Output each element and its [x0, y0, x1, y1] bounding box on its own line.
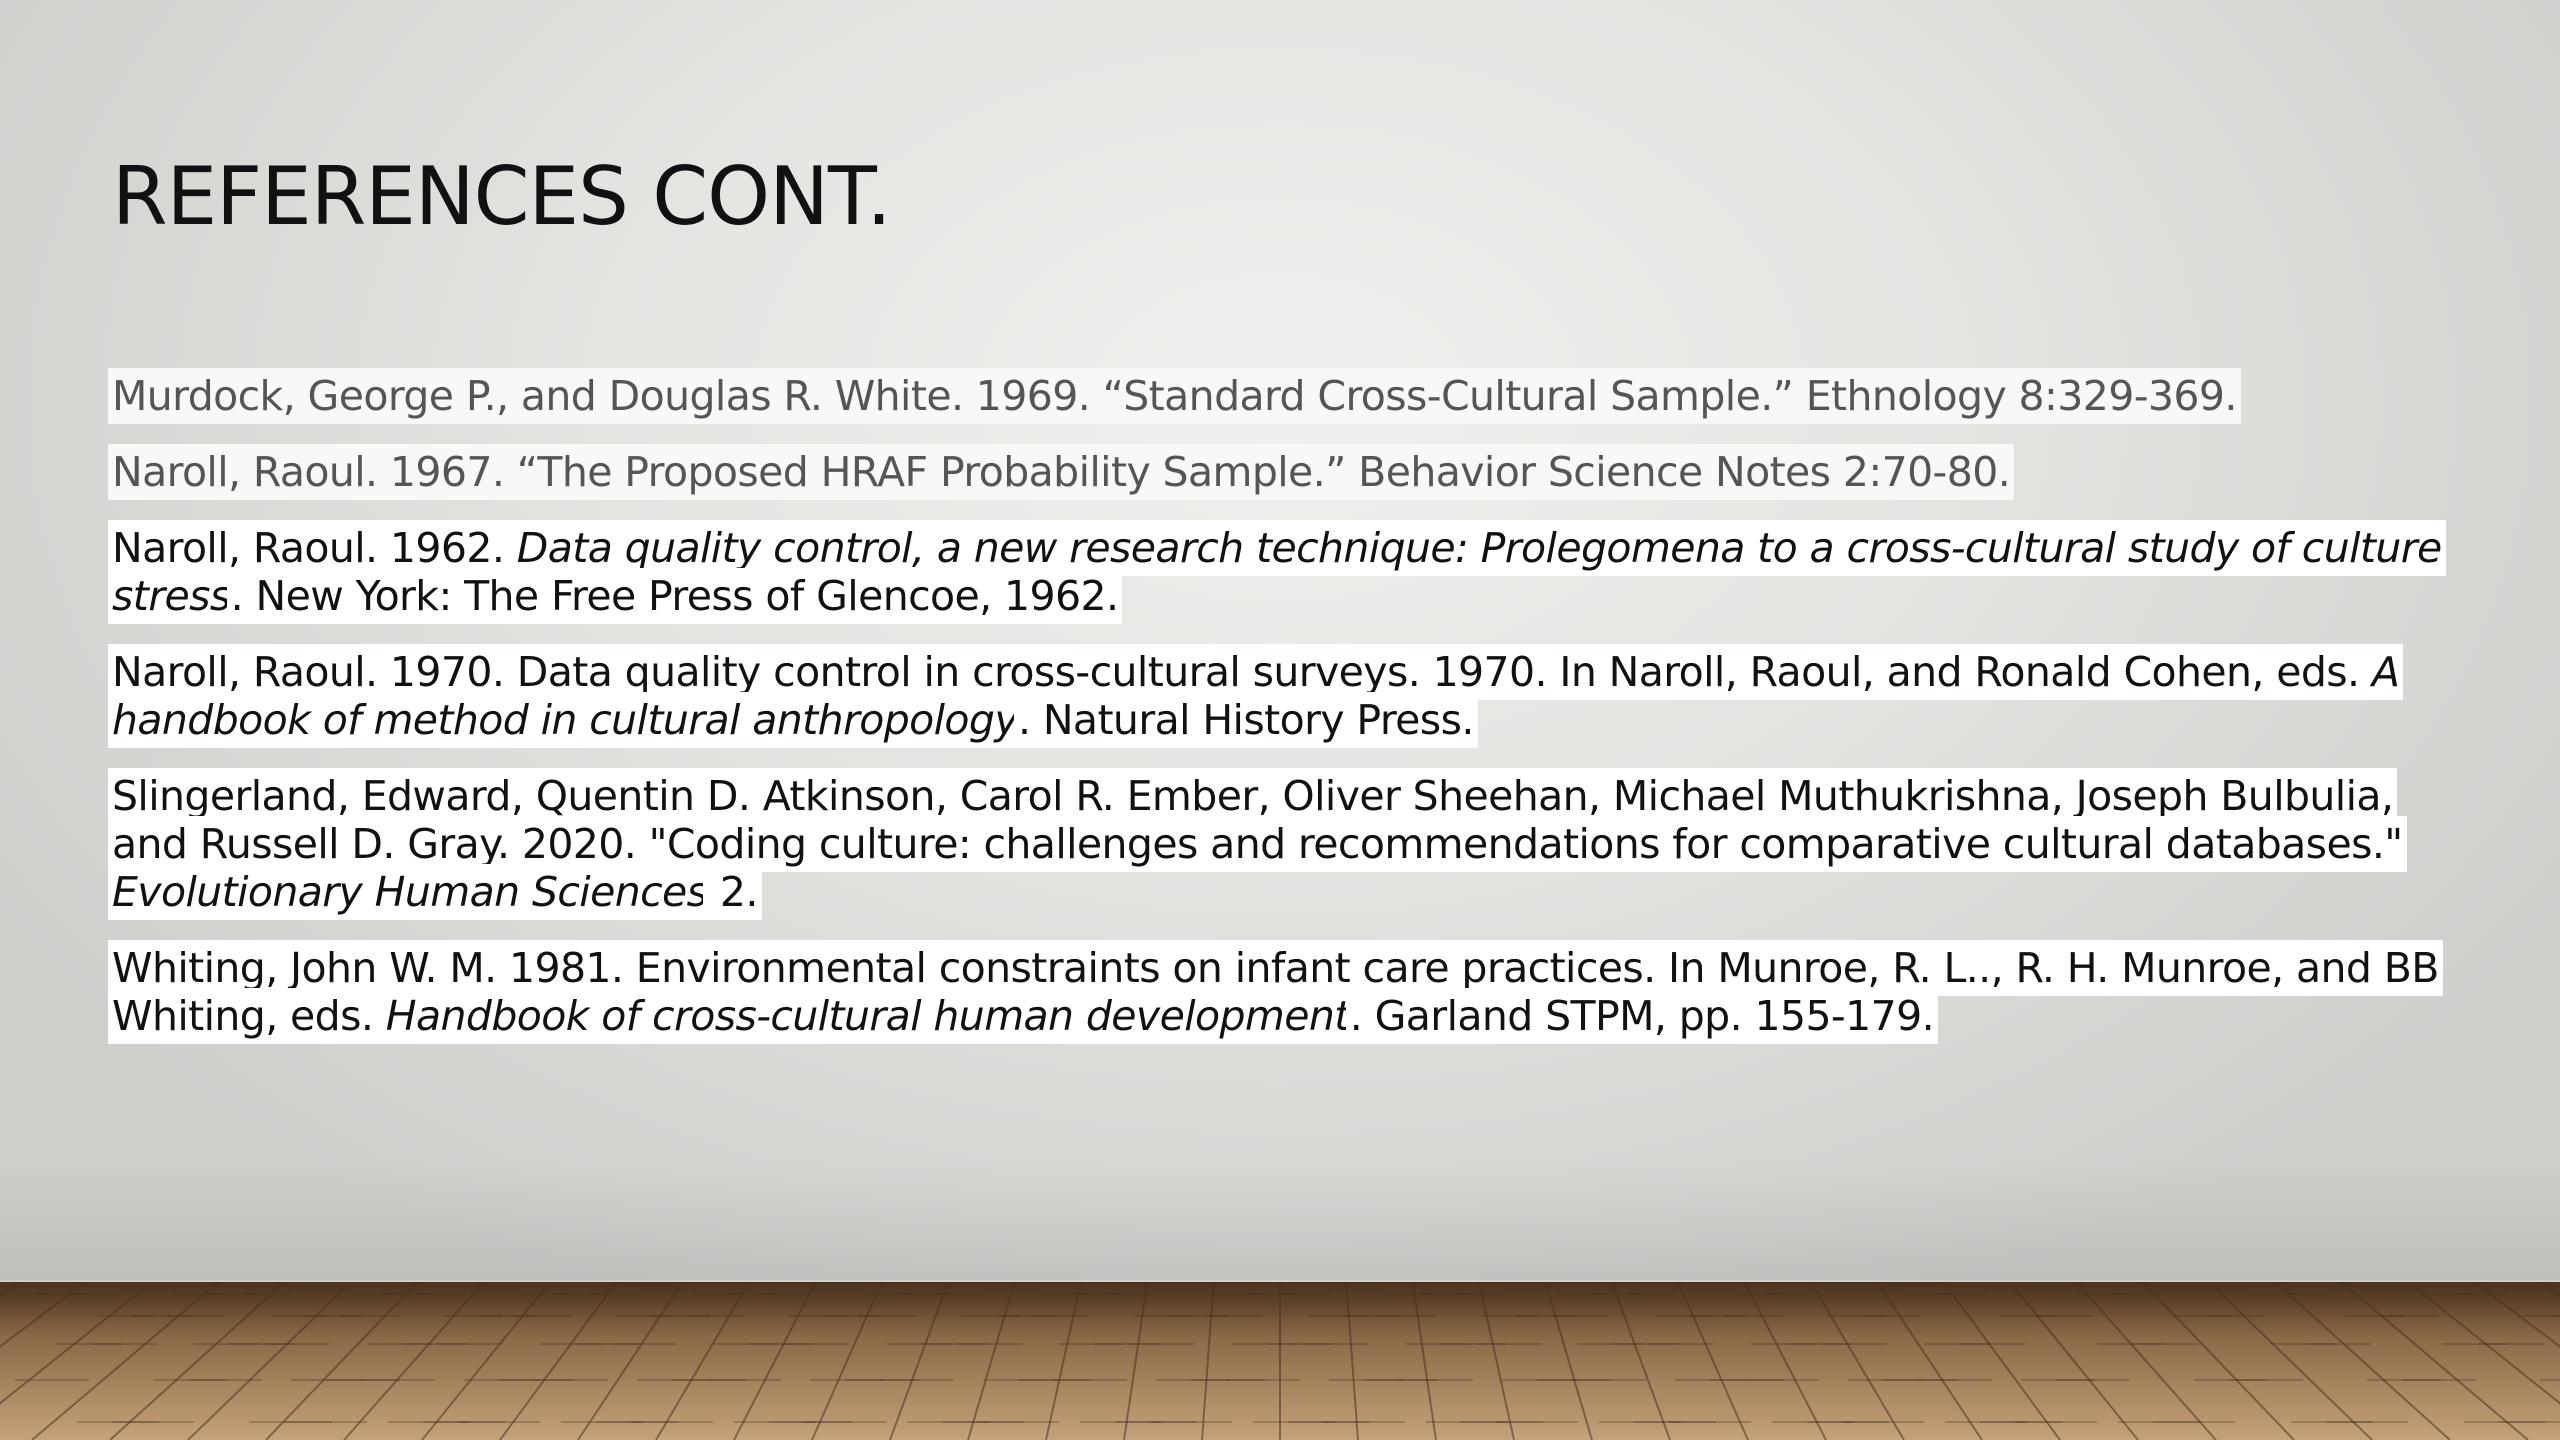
reference-item [112, 648, 2462, 744]
reference-text: Naroll, Raoul. 1962. [112, 524, 517, 572]
reference-text: Murdock, George P., and Douglas R. White. 1969. “Standard Cross-Cultural Sample.” Ethnology 8:329-369. [112, 372, 2237, 420]
floor-planks [0, 1282, 2560, 1440]
reference-text: . Garland STPM, pp. 155-179. [1349, 992, 1935, 1040]
reference-item [112, 944, 2462, 1040]
reference-text: Naroll, Raoul. 1970. Data quality control in cross-cultural surveys. 1970. In Naroll, Raoul, and Ronald Cohen, eds. [112, 648, 2372, 696]
reference-title-italic: Handbook of cross-cultural human development [385, 992, 1350, 1040]
wall-shadow [0, 1160, 2560, 1280]
reference-title-italic: Evolutionary Human Sciences [112, 868, 708, 916]
floor-shadow [0, 1282, 2560, 1440]
reference-item [112, 524, 2462, 620]
references-list [112, 372, 2462, 1068]
reference-title-italic: A handbook of method in cultural anthropology [112, 648, 2400, 744]
reference-text: . Natural History Press. [1018, 696, 1474, 744]
reference-text: 2. [707, 868, 758, 916]
reference-item [112, 448, 2462, 496]
reference-item [112, 372, 2462, 420]
reference-item [112, 772, 2462, 916]
reference-text: Whiting, John W. M. 1981. Environmental constraints on infant care practices. In Munroe, R. L.., R. H. Munroe, and BB Whiting, eds. [112, 944, 2439, 1040]
reference-text: . New York: The Free Press of Glencoe, 1962. [230, 572, 1119, 620]
slide-title: REFERENCES CONT. [112, 150, 891, 243]
reference-title-italic: Data quality control, a new research technique: Prolegomena to a cross-cultural study of culture stress [112, 524, 2442, 620]
reference-text: Slingerland, Edward, Quentin D. Atkinson, Carol R. Ember, Oliver Sheehan, Michael Muthukrishna, Joseph Bulbulia, and Russell D. Gray. 2020. "Coding culture: challenges and recommendations for comparative cultural databases." [112, 772, 2403, 868]
reference-text: Naroll, Raoul. 1967. “The Proposed HRAF Probability Sample.” Behavior Science Notes 2:70-80. [112, 448, 2011, 496]
wood-floor [0, 1282, 2560, 1440]
